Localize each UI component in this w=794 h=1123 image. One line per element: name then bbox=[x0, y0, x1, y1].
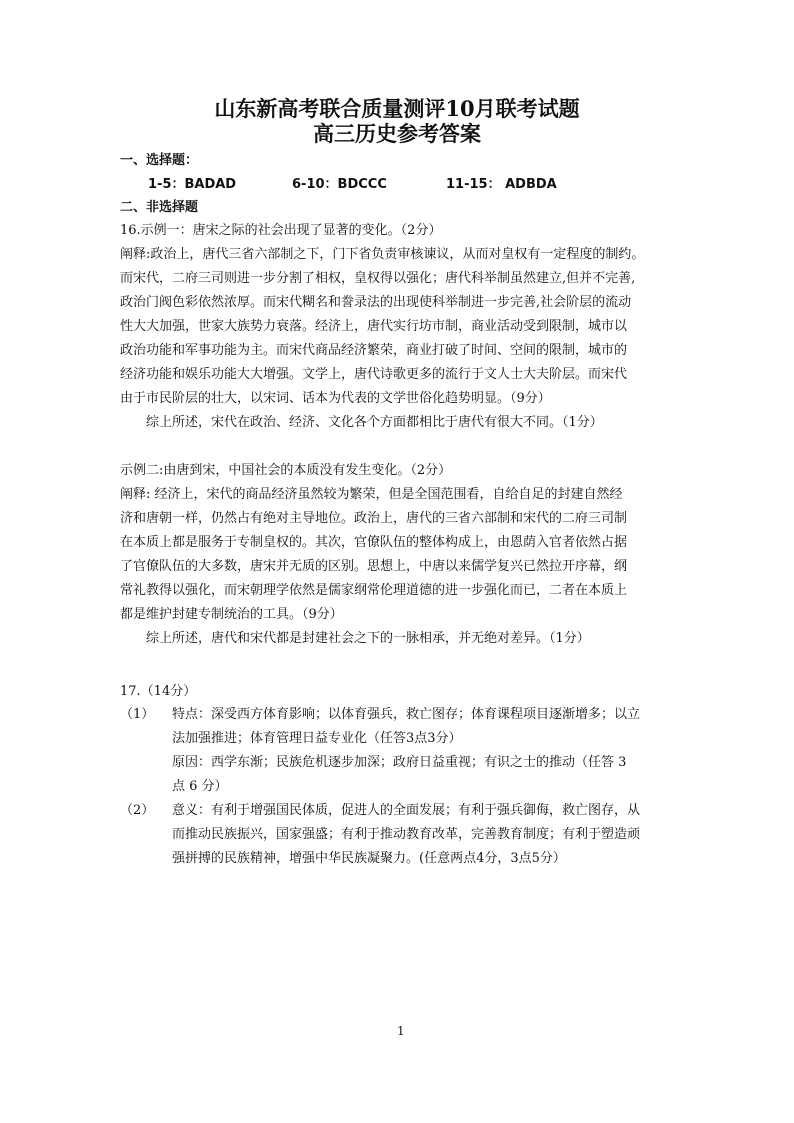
title-line-2: 高三历史参考答案 bbox=[313, 121, 481, 146]
q17-part-2-label: （2） bbox=[120, 803, 155, 818]
q17-part-2-line: 而推动民族振兴，国家强盛；有利于推动教育改革，完善教育制度；有利于塑造顽 bbox=[172, 827, 641, 842]
q16-ex1-line: 性大大加强，世家大族势力衰落。经济上，唐代实行坊市制，商业活动受到限制，城市以 bbox=[120, 319, 628, 334]
q17-part-2-line: 强拼搏的民族精神，增强中华民族凝聚力。(任意两点4分，3点5分） bbox=[172, 851, 566, 866]
q16-ex2-line: 都是维护封建专制统治的工具。（9分） bbox=[120, 607, 343, 622]
q17-part-1-line: 原因：西学东渐；民族危机逐步加深；政府日益重视；有识之士的推动（任答 3 bbox=[172, 755, 627, 770]
q16-ex1-line: 政治门阀色彩依然浓厚。而宋代糊名和誊录法的出现使科举制进一步完善,社会阶层的流动 bbox=[120, 295, 632, 310]
q17-part-1-line: 点 6 分） bbox=[172, 779, 228, 794]
page-number: 1 bbox=[397, 1024, 405, 1038]
section-2-heading: 二、非选择题 bbox=[120, 200, 199, 215]
q16-ex2-line: 常礼教得以强化，而宋朝理学依然是儒家纲常伦理道德的进一步强化而已，二者在本质上 bbox=[120, 583, 628, 598]
q17-header: 17.（14分） bbox=[120, 684, 197, 699]
q17-part-1-label: （1） bbox=[120, 707, 155, 722]
answer-11-15: 11-15： ADBDA bbox=[446, 177, 557, 192]
q16-ex2-summary: 综上所述，唐代和宋代都是封建社会之下的一脉相承，并无绝对差异。（1分） bbox=[146, 631, 590, 646]
q16-ex1-line: 经济功能和娱乐功能大大增强。文学上，唐代诗歌更多的流行于文人士大夫阶层。而宋代 bbox=[120, 367, 628, 382]
q16-ex2-line: 阐释: 经济上，宋代的商品经济虽然较为繁荣，但是全国范围看，自给自足的封建自然经 bbox=[120, 487, 623, 502]
q17-part-1-line: 法加强推进；体育管理日益专业化（任答3点3分） bbox=[172, 731, 462, 746]
q17-part-2-line: 意义：有利于增强国民体质，促进人的全面发展；有利于强兵御侮，救亡图存，从 bbox=[172, 803, 641, 818]
q16-ex2-line: 济和唐朝一样，仍然占有绝对主导地位。政治上，唐代的三省六部制和宋代的二府三司制 bbox=[120, 511, 628, 526]
q16-ex1-line: 而宋代，二府三司则进一步分割了相权，皇权得以强化；唐代科举制虽然建立,但并不完善, bbox=[120, 271, 636, 286]
title-line-1: 山东新高考联合质量测评10月联考试题 bbox=[214, 96, 580, 121]
q17-part-1-line: 特点：深受西方体育影响；以体育强兵，救亡图存；体育课程项目逐渐增多；以立 bbox=[172, 707, 641, 722]
answer-1-5: 1-5：BADAD bbox=[148, 177, 237, 192]
q16-ex1-summary: 综上所述，宋代在政治、经济、文化各个方面都相比于唐代有很大不同。（1分） bbox=[146, 415, 603, 430]
q16-ex2-line: 了官僚队伍的大多数，唐宋并无质的区别。思想上，中唐以来儒学复兴已然拉开序幕，纲 bbox=[120, 559, 628, 574]
q16-ex2-line: 在本质上都是服务于专制皇权的。其次，官僚队伍的整体构成上，由恩荫入官者依然占据 bbox=[120, 535, 628, 550]
q16-ex1-line: 由于市民阶层的壮大，以宋词、话本为代表的文学世俗化趋势明显。（9分） bbox=[120, 391, 551, 406]
section-1-heading: 一、选择题： bbox=[120, 153, 199, 168]
q16-ex2-line: 示例二:由唐到宋，中国社会的本质没有发生变化。（2分） bbox=[120, 463, 452, 478]
answer-6-10: 6-10：BDCCC bbox=[292, 177, 387, 192]
q16-ex1-line: 阐释:政治上，唐代三省六部制之下，门下省负责审核谏议，从而对皇权有一定程度的制约。 bbox=[120, 247, 645, 262]
q16-ex1-line: 16.示例一：唐宋之际的社会出现了显著的变化。（2分） bbox=[120, 223, 442, 238]
q16-ex1-line: 政治功能和军事功能为主。而宋代商品经济繁荣，商业打破了时间、空间的限制，城市的 bbox=[120, 343, 628, 358]
